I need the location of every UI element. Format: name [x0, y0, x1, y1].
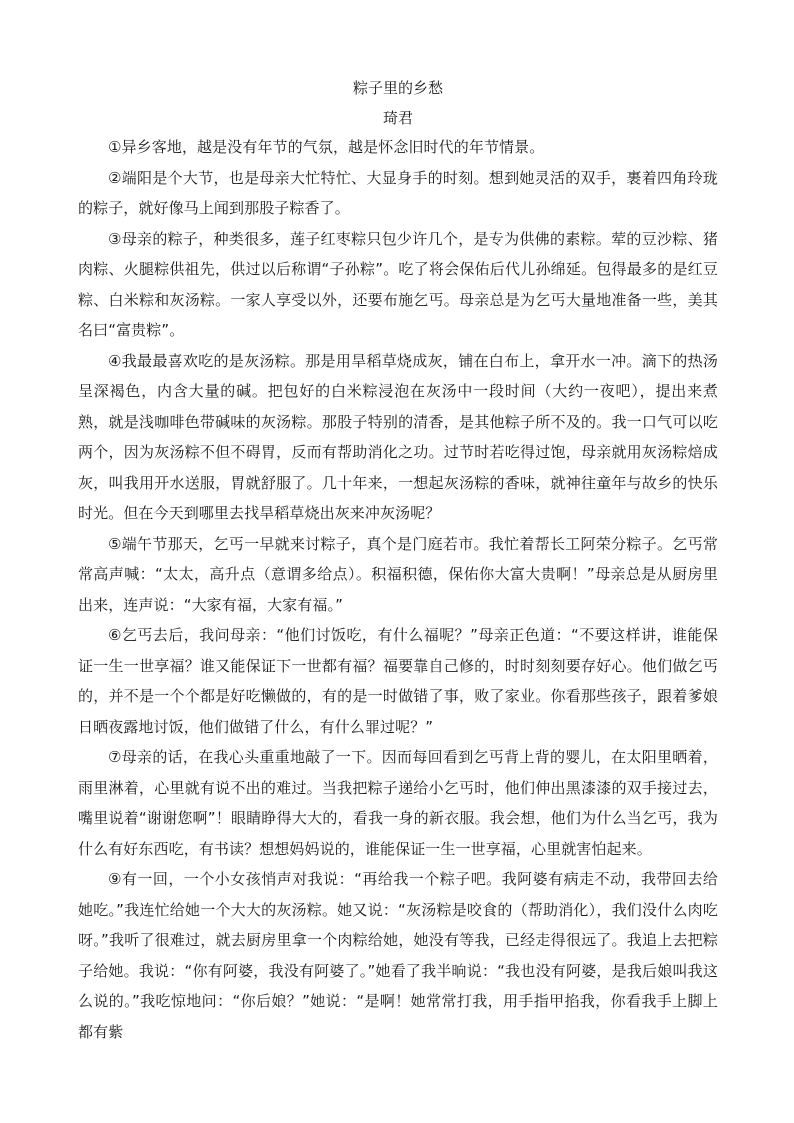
paragraph-1: ①异乡客地，越是没有年节的气氛，越是怀念旧时代的年节情景。: [108, 138, 545, 156]
paragraph-5: ⑤端午节那天，乞丐一早就来讨粽子，真个是门庭若市。我忙着帮长工阿荣分粽子。乞丐常常高声喊：“太太，高升点（意谓多给点）。积福积德，保佑你大富大贵啊！”母亲总是从厨房里出来，连声说：“大家有福，大家有福。”: [78, 534, 718, 614]
paragraph-9: ⑨有一回，一个小女孩悄声对我说：“再给我一个粽子吧。我阿婆有病走不动，我带回去给她吃。”我连忙给她一个大大的灰汤粽。她又说：“灰汤粽是咬食的（帮助消化），我们没什么肉吃呀。”我听了很难过，就去厨房里拿一个肉粽给她，她没有等我，已经走得很远了。我追上去把粽子给她。我说：“你有阿婆，我没有阿婆了。”她看了我半晌说：“我也没有阿婆，是我后娘叫我这么说的。”我吃惊地问：“你后娘？”她说：“是啊！她常常打我，用手指甲掐我，你看我手上脚上都有紫: [78, 870, 718, 1041]
paragraph-4: ④我最最喜欢吃的是灰汤粽。那是用旱稻草烧成灰，铺在白布上，拿开水一冲。滴下的热汤呈深褐色，内含大量的碱。把包好的白米粽浸泡在灰汤中一段时间（大约一夜吧），提出来煮熟，就是浅咖啡色带碱味的灰汤粽。那股子特别的清香，是其他粽子所不及的。我一口气可以吃两个，因为灰汤粽不但不碍胃，反而有帮助消化之功。过节时若吃得过饱，母亲就用灰汤粽焙成灰，叫我用开水送服，胃就舒服了。几十年来，一想起灰汤粽的香味，就神往童年与故乡的快乐时光。但在今天到哪里去找旱稻草烧出灰来冲灰汤呢？: [78, 351, 718, 522]
article-title: 粽子里的乡愁: [352, 79, 443, 97]
paragraph-7: ⑦母亲的话，在我心头重重地敲了一下。因而每回看到乞丐背上背的婴儿，在太阳里晒着，雨里淋着，心里就有说不出的难过。当我把粽子递给小乞丐时，他们伸出黑漆漆的双手接过去，嘴里说着“谢谢您啊”！眼睛睁得大大的，看我一身的新衣服。我会想，他们为什么当乞丐，我为什么有好东西吃，有书读？想想妈妈说的，谁能保证一生一世享福，心里就害怕起来。: [78, 748, 718, 858]
paragraph-2: ②端阳是个大节，也是母亲大忙特忙、大显身手的时刻。想到她灵活的双手，裹着四角玲珑的粽子，就好像马上闻到那股子粽香了。: [78, 168, 718, 217]
paragraph-6: ⑥乞丐去后，我问母亲：“他们讨饭吃，有什么福呢？”母亲正色道：“不要这样讲，谁能保证一生一世享福？谁又能保证下一世都有福？福要靠自己修的，时时刻刻要存好心。他们做乞丐的，并不是一个个都是好吃懒做的，有的是一时做错了事，败了家业。你看那些孩子，跟着爹娘日晒夜露地讨饭，他们做错了什么，有什么罪过呢？”: [78, 626, 718, 736]
document-page: [78, 78, 718, 1047]
paragraph-3: ③母亲的粽子，种类很多，莲子红枣粽只包少许几个，是专为供佛的素粽。荤的豆沙粽、猪肉粽、火腿粽供祖先，供过以后称谓“子孙粽”。吃了将会保佑后代儿孙绵延。包得最多的是红豆粽、白米粽和灰汤粽。一家人享受以外，还要布施乞丐。母亲总是为乞丐大量地准备一些，美其名曰“富贵粽”。: [78, 229, 718, 339]
article-author: 琦君: [382, 109, 413, 127]
